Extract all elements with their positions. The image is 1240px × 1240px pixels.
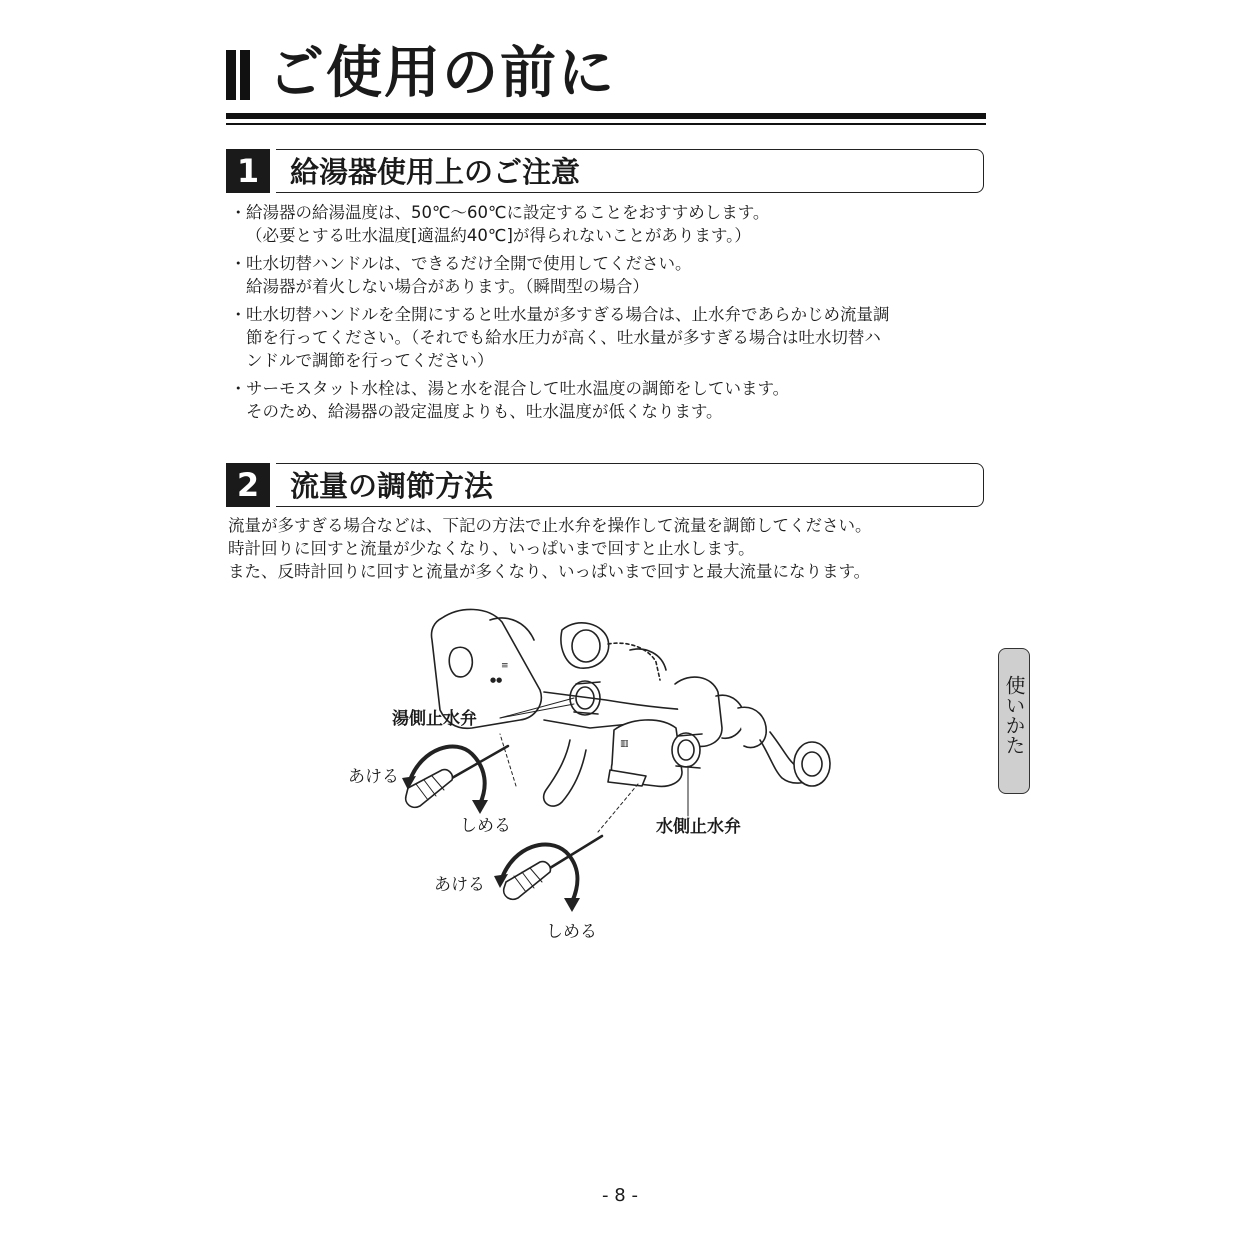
bullet-mark: ・ — [230, 379, 247, 398]
section-2-number: 2 — [226, 463, 270, 507]
close-label: しめる — [546, 922, 597, 942]
faucet-valve-diagram — [330, 600, 850, 950]
section-2-title: 流量の調節方法 — [290, 469, 494, 503]
title-accent-bar — [240, 50, 250, 100]
caution-item — [228, 303, 988, 372]
caution-line: ンドルで調節を行ってください） — [246, 351, 494, 370]
bullet-mark: ・ — [230, 203, 247, 222]
caution-item — [228, 201, 988, 247]
caution-list — [228, 201, 988, 428]
instruction-line: また、反時計回りに回すと流量が多くなり、いっぱいまで回すと最大流量になります。 — [228, 562, 871, 581]
bullet-mark: ・ — [230, 305, 247, 324]
title-rule — [226, 113, 986, 119]
page-number: - 8 - — [602, 1185, 638, 1206]
caution-line: サーモスタット水栓は、湯と水を混合して吐水温度の調節をしています。 — [246, 379, 790, 398]
caution-line: 給湯器の給湯温度は、50℃～60℃に設定することをおすすめします。 — [246, 203, 770, 222]
side-tab-label: 使いかた — [1002, 675, 1026, 755]
open-label: あける — [434, 875, 485, 895]
page-title: ご使用の前に — [268, 41, 616, 106]
caution-item — [228, 377, 988, 423]
bullet-mark: ・ — [230, 254, 247, 273]
flow-adjust-instructions — [228, 514, 872, 583]
instruction-line: 時計回りに回すと流量が少なくなり、いっぱいまで回すと止水します。 — [228, 539, 755, 558]
section-1-header — [226, 149, 984, 193]
section-1-title-box — [276, 149, 984, 193]
instruction-line: 流量が多すぎる場合などは、下記の方法で止水弁を操作して流量を調節してください。 — [228, 516, 872, 535]
section-2-header — [226, 463, 984, 507]
title-rule-thin — [226, 123, 986, 125]
faucet-illustration — [330, 600, 850, 950]
side-index-tab[interactable] — [998, 648, 1030, 794]
caution-item — [228, 252, 988, 298]
caution-line: 吐水切替ハンドルは、できるだけ全開で使用してください。 — [246, 254, 692, 273]
section-1-number: 1 — [226, 149, 270, 193]
section-2-title-box — [276, 463, 984, 507]
svg-text:●●: ●● — [490, 676, 503, 684]
close-label: しめる — [460, 816, 511, 836]
caution-line: 給湯器が着火しない場合があります。（瞬間型の場合） — [246, 277, 649, 296]
cold-valve-label: 水側止水弁 — [656, 817, 741, 837]
caution-line: そのため、給湯器の設定温度よりも、吐水温度が低くなります。 — [246, 402, 723, 421]
title-accent-bar — [226, 50, 236, 100]
caution-line: （必要とする吐水温度[適温約40℃]が得られないことがあります。） — [246, 226, 751, 245]
caution-line: 節を行ってください。（それでも給水圧力が高く、吐水量が多すぎる場合は吐水切替ハ — [246, 328, 881, 347]
svg-text:≡: ≡ — [501, 661, 509, 671]
svg-text:▥: ▥ — [620, 739, 629, 749]
section-1-title: 給湯器使用上のご注意 — [290, 155, 581, 189]
caution-line: 吐水切替ハンドルを全開にすると吐水量が多すぎる場合は、止水弁であらかじめ流量調 — [246, 305, 890, 324]
open-label: あける — [348, 767, 399, 787]
hot-valve-label: 湯側止水弁 — [392, 709, 477, 729]
